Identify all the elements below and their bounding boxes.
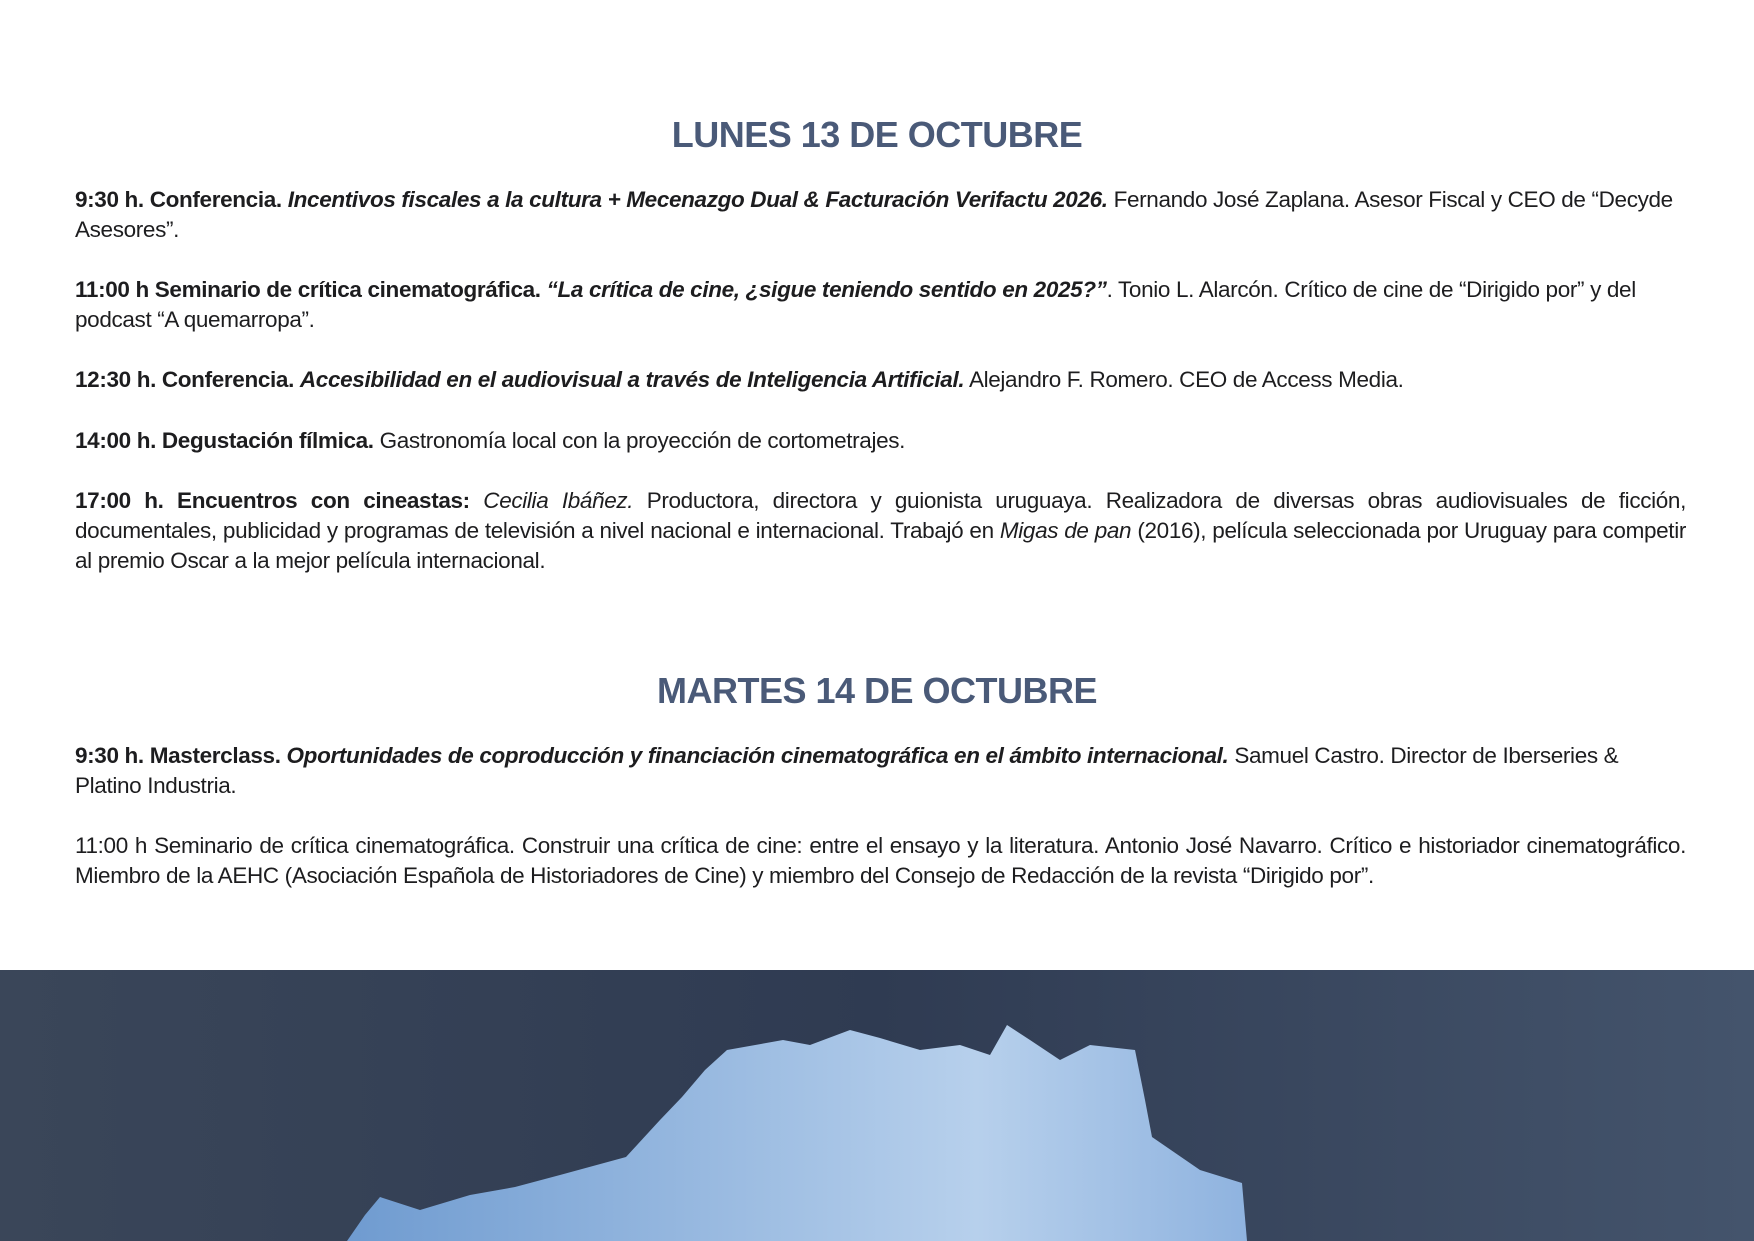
- event-description: . Tonio L. Alarcón. Crítico de cine de “Dirigido por” y del podcast “A quemarropa”.: [75, 277, 1636, 332]
- day-heading-monday: LUNES 13 DE OCTUBRE: [671, 114, 1083, 155]
- event-description: Fernando José Zaplana. Asesor Fiscal y CEO de “Decyde Asesores”.: [75, 187, 1673, 242]
- day-heading-tuesday: MARTES 14 DE OCTUBRE: [656, 670, 1098, 711]
- event-description: Gastronomía local con la proyección de cortometrajes.: [379, 428, 906, 453]
- event-monday-1230: [75, 365, 1686, 395]
- event-time: 11:00 h Seminario de crítica cinematográfica.: [75, 277, 541, 302]
- event-tuesday-1100: [75, 831, 1686, 891]
- event-monday-1100: [75, 275, 1686, 335]
- event-description: Alejandro F. Romero. CEO de Access Media.: [968, 367, 1404, 392]
- event-time: 12:30 h. Conferencia.: [75, 367, 294, 392]
- event-description: 11:00 h Seminario de crítica cinematográfica. Construir una crítica de cine: entre el ensayo y la literatura. Antonio José Navarro. Crítico e historiador cinematográfico. Miembro de la AEHC (Asociación Española de Historiadores de Cine) y miembro del Consejo de Redacción de la revista “Dirigido por”.: [75, 833, 1686, 888]
- event-time: 14:00 h. Degustación fílmica.: [75, 428, 374, 453]
- event-description: Samuel Castro. Director de Iberseries & Platino Industria.: [75, 743, 1619, 798]
- cave-photo: [0, 970, 1754, 1241]
- filmmaker-name: Cecilia Ibáñez.: [483, 488, 634, 513]
- event-tuesday-0930: [75, 741, 1686, 801]
- event-time: 17:00 h. Encuentros con cineastas:: [75, 488, 470, 513]
- film-title: Migas de pan: [999, 518, 1132, 543]
- event-description-end: (2016), película seleccionada por Uruguay para competir al premio Oscar a la mejor película internacional.: [75, 518, 1686, 573]
- event-title: “La crítica de cine, ¿sigue teniendo sentido en 2025?”: [546, 277, 1107, 302]
- event-time: 9:30 h. Masterclass.: [75, 743, 281, 768]
- event-title: Incentivos fiscales a la cultura + Mecenazgo Dual & Facturación Verifactu 2026.: [287, 187, 1108, 212]
- event-monday-0930: [75, 185, 1686, 245]
- event-time: 9:30 h. Conferencia.: [75, 187, 282, 212]
- event-title: Accesibilidad en el audiovisual a través de Inteligencia Artificial.: [299, 367, 965, 392]
- event-monday-1700: [75, 486, 1686, 576]
- event-monday-1400: [75, 426, 1686, 456]
- event-title: Oportunidades de coproducción y financiación cinematográfica en el ámbito internacional.: [286, 743, 1229, 768]
- event-description: Productora, directora y guionista uruguaya. Realizadora de diversas obras audiovisuales de ficción, documentales, publicidad y programas de televisión a nivel nacional e internacional. Trabajó en: [75, 488, 1686, 543]
